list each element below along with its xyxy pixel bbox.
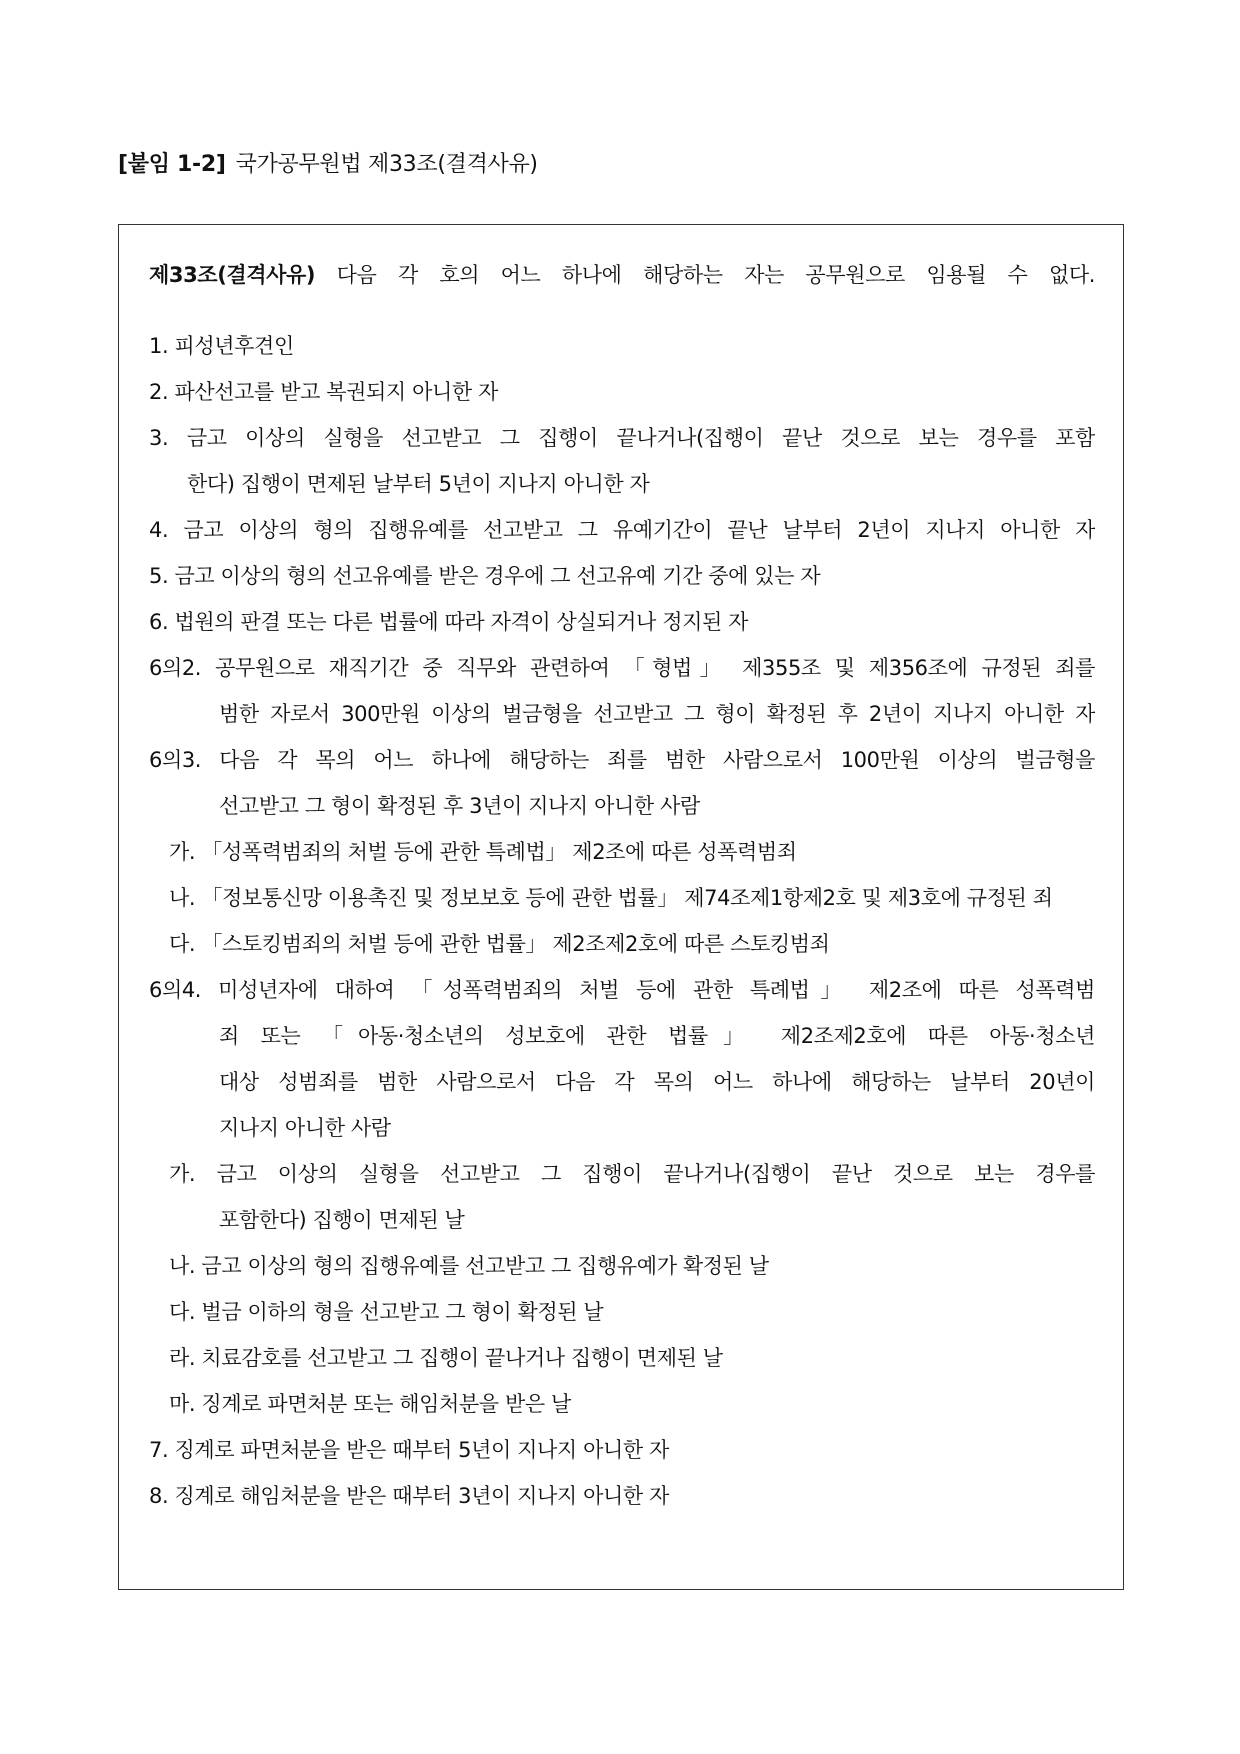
item-6-3-sub-na: 나. 「정보통신망 이용촉진 및 정보보호 등에 관한 법률」 제74조제1항제2호 및 제3호에 규정된 죄 (169, 886, 1053, 910)
item-6-2-line-1: 6의2. 공무원으로 재직기간 중 직무와 관련하여 「형법」 제355조 및 제356조에 규정된 죄를 (149, 656, 1095, 680)
attachment-label: [붙임 1-2] (118, 152, 226, 177)
item-6-4-line-1: 6의4. 미성년자에 대하여 「성폭력범죄의 처벌 등에 관한 특례법」 제2조에 따른 성폭력범 (149, 978, 1095, 1002)
law-text-box (118, 224, 1124, 1590)
item-2: 2. 파산선고를 받고 복권되지 아니한 자 (149, 380, 498, 404)
law-content (149, 261, 1095, 1519)
item-6-4-line-2: 죄 또는 「아동·청소년의 성보호에 관한 법률」 제2조제2호에 따른 아동·청소년 (219, 1024, 1095, 1048)
item-6-3-sub-ga: 가. 「성폭력범죄의 처벌 등에 관한 특례법」 제2조에 따른 성폭력범죄 (169, 840, 797, 864)
item-5: 5. 금고 이상의 형의 선고유예를 받은 경우에 그 선고유예 기간 중에 있는 자 (149, 564, 821, 588)
item-7: 7. 징계로 파면처분을 받은 때부터 5년이 지나지 아니한 자 (149, 1438, 669, 1462)
item-6-2-line-2: 범한 자로서 300만원 이상의 벌금형을 선고받고 그 형이 확정된 후 2년이 지나지 아니한 자 (219, 702, 1095, 726)
item-6-4-sub-ma: 마. 징계로 파면처분 또는 해임처분을 받은 날 (169, 1392, 571, 1416)
attachment-heading (118, 150, 538, 180)
item-4: 4. 금고 이상의 형의 집행유예를 선고받고 그 유예기간이 끝난 날부터 2년이 지나지 아니한 자 (149, 518, 1095, 542)
item-8: 8. 징계로 해임처분을 받은 때부터 3년이 지나지 아니한 자 (149, 1484, 669, 1508)
item-6-4-sub-ra: 라. 치료감호를 선고받고 그 집행이 끝나거나 집행이 면제된 날 (169, 1346, 723, 1370)
item-3-line-1: 3. 금고 이상의 실형을 선고받고 그 집행이 끝나거나(집행이 끝난 것으로 보는 경우를 포함 (149, 426, 1095, 450)
article-name: 제33조(결격사유) (149, 263, 316, 287)
item-6-3-sub-da: 다. 「스토킹범죄의 처벌 등에 관한 법률」 제2조제2호에 따른 스토킹범죄 (169, 932, 830, 956)
item-6-4-sub-na: 나. 금고 이상의 형의 집행유예를 선고받고 그 집행유예가 확정된 날 (169, 1254, 769, 1278)
item-6-4-sub-da: 다. 벌금 이하의 형을 선고받고 그 형이 확정된 날 (169, 1300, 604, 1324)
article-intro: 다음 각 호의 어느 하나에 해당하는 자는 공무원으로 임용될 수 없다. (336, 263, 1095, 287)
item-6-4-line-3: 대상 성범죄를 범한 사람으로서 다음 각 목의 어느 하나에 해당하는 날부터 20년이 (219, 1070, 1095, 1094)
item-6-3-line-1: 6의3. 다음 각 목의 어느 하나에 해당하는 죄를 범한 사람으로서 100만원 이상의 벌금형을 (149, 748, 1095, 772)
item-6-4-sub-ga-line-2: 포함한다) 집행이 면제된 날 (219, 1208, 465, 1232)
item-6-3-line-2: 선고받고 그 형이 확정된 후 3년이 지나지 아니한 사람 (219, 794, 700, 818)
item-6-4-sub-ga-line-1: 가. 금고 이상의 실형을 선고받고 그 집행이 끝나거나(집행이 끝난 것으로 보는 경우를 (169, 1162, 1095, 1186)
item-3-line-2: 한다) 집행이 면제된 날부터 5년이 지나지 아니한 자 (187, 472, 650, 496)
article-title-line (149, 261, 1095, 311)
item-6: 6. 법원의 판결 또는 다른 법률에 따라 자격이 상실되거나 정지된 자 (149, 610, 749, 634)
attachment-title: 국가공무원법 제33조(결격사유) (235, 152, 538, 177)
item-6-4-line-4: 지나지 아니한 사람 (219, 1116, 391, 1140)
item-1: 1. 피성년후견인 (149, 334, 294, 358)
